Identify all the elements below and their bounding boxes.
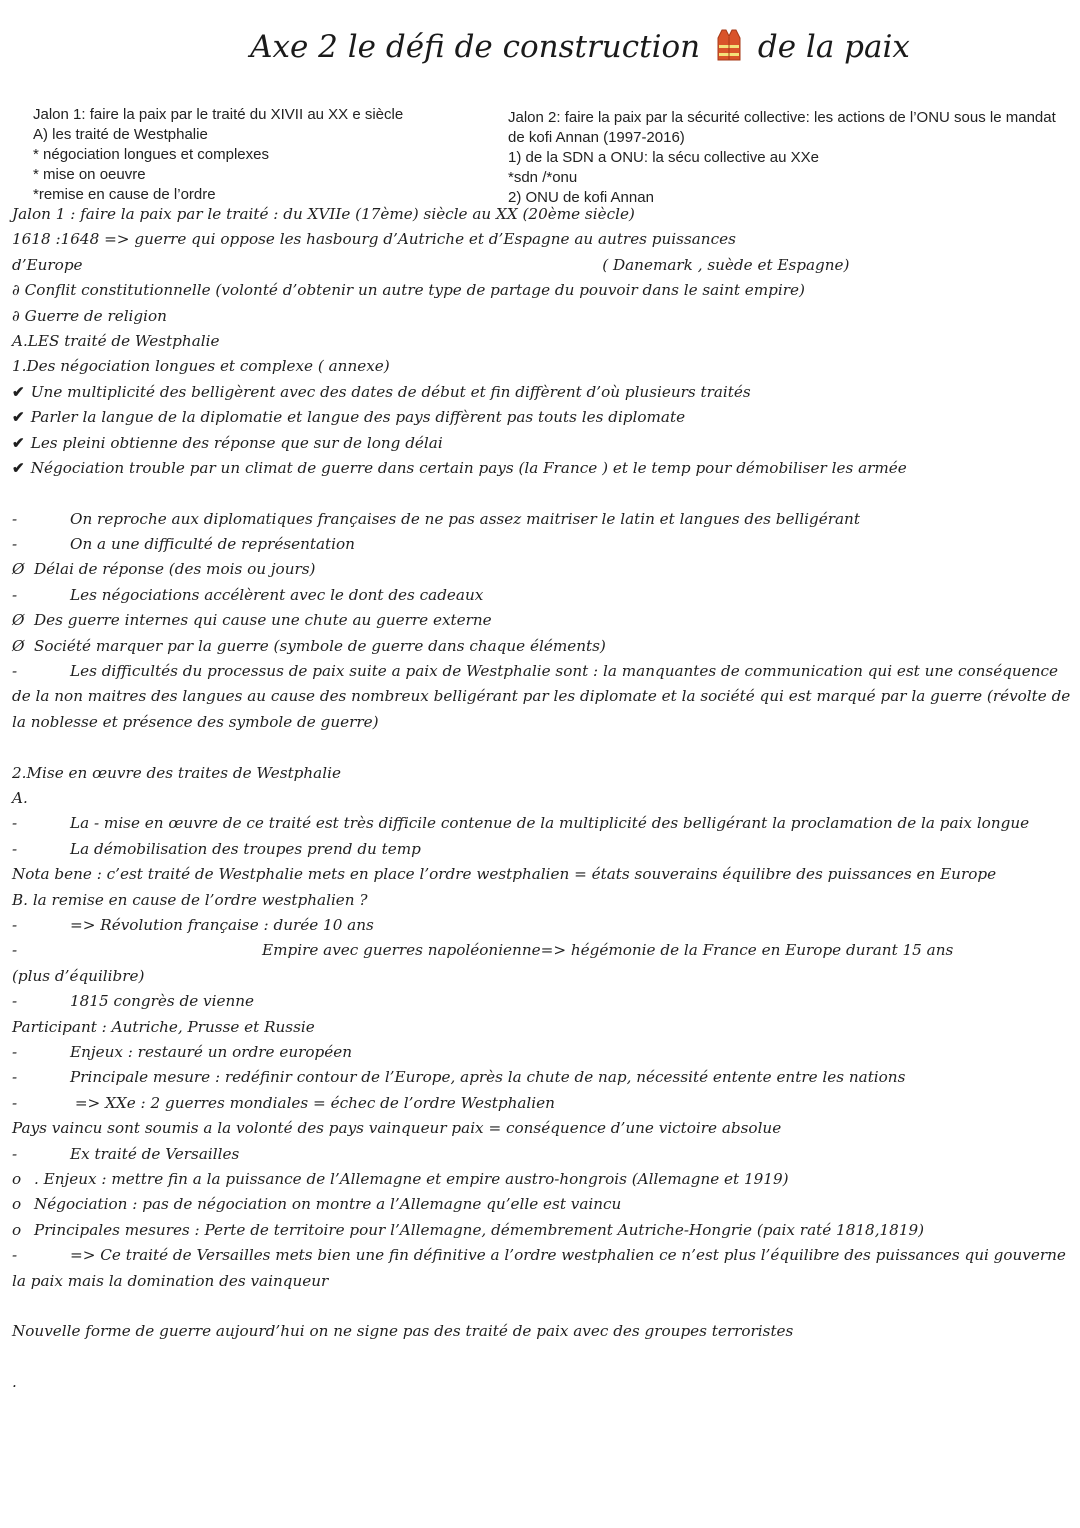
empty-set-marker: Ø: [12, 560, 25, 579]
dash-marker: -: [12, 814, 18, 833]
note-text: On a une difficulté de représentation: [70, 535, 355, 554]
jalon1-line: *remise en cause de l’ordre: [33, 186, 216, 203]
note-line: 2.Mise en œuvre des traites de Westphalie: [12, 763, 341, 782]
dash-marker: -: [12, 1144, 18, 1163]
note-line: Participant : Autriche, Prusse et Russie: [12, 1017, 315, 1036]
note-paragraph: [12, 659, 1074, 735]
note-text: . Enjeux : mettre fin a la puissance de l’Allemagne et empire austro-hongrois (Allemagne et 1919): [34, 1169, 789, 1188]
note-text: => XXe : 2 guerres mondiales = échec de l’ordre Westphalien: [70, 1093, 555, 1112]
note-text: Principales mesures : Perte de territoire pour l’Allemagne, démembrement Autriche-Hongrie (paix raté 1818,1819): [34, 1220, 925, 1239]
note-line: [12, 1218, 1074, 1243]
note-text: d’Europe: [12, 255, 83, 274]
note-line: B. la remise en cause de l’ordre westphalien ?: [12, 890, 368, 909]
note-line: [12, 989, 1074, 1014]
checkmark-icon: ✔: [12, 408, 25, 427]
dash-marker: -: [12, 585, 18, 604]
note-text: ( Danemark , suède et Espagne): [602, 255, 850, 274]
note-text: 1815 congrès de vienne: [70, 992, 255, 1011]
note-text: Enjeux : restauré un ordre européen: [70, 1042, 352, 1061]
checkmark-icon: ✔: [12, 382, 25, 401]
circle-marker: o: [12, 1169, 22, 1188]
jalon1-summary: [33, 105, 403, 205]
note-line: (plus d’équilibre): [12, 966, 145, 985]
dash-marker: -: [12, 1093, 18, 1112]
jalon2-line: Jalon 2: faire la paix par la sécurité collective: les actions de l’ONU sous le mandat de kofi Annan (1997-2016): [508, 109, 1056, 146]
note-line: 1618 :1648 => guerre qui oppose les hasbourg d’Autriche et d’Espagne au autres puissances: [12, 230, 736, 249]
dash-marker: -: [12, 916, 18, 935]
circle-marker: o: [12, 1195, 22, 1214]
dash-marker: -: [12, 1042, 18, 1061]
note-paragraph: [12, 811, 1074, 836]
note-text: Délai de réponse (des mois ou jours): [34, 560, 316, 579]
jalon1-line: * négociation longues et complexes: [33, 146, 269, 163]
note-text: La démobilisation des troupes prend du temp: [70, 839, 421, 858]
note-line: ∂ Conflit constitutionnelle (volonté d’obtenir un autre type de partage du pouvoir dans le saint empire): [12, 281, 805, 300]
note-line: Nouvelle forme de guerre aujourd’hui on ne signe pas des traité de paix avec des groupes terroristes: [12, 1322, 794, 1341]
note-text: Négociation trouble par un climat de guerre dans certain pays (la France ) et le temp pour démobiliser les armée: [30, 458, 907, 477]
note-line: [12, 431, 1074, 456]
note-line: [12, 1142, 1074, 1167]
note-line: [12, 938, 1074, 963]
note-line: [12, 608, 1074, 633]
jalon1-line: A) les traité de Westphalie: [33, 126, 208, 143]
empty-set-marker: Ø: [12, 636, 25, 655]
note-line: [12, 1040, 1074, 1065]
dash-marker: -: [12, 1068, 18, 1087]
title-text-before: Axe 2 le défi de construction: [250, 29, 701, 65]
dash-marker: -: [12, 662, 18, 681]
dash-marker: -: [12, 535, 18, 554]
circle-marker: o: [12, 1220, 22, 1239]
note-line: [12, 913, 1074, 938]
note-line: [12, 1065, 1074, 1090]
safety-vest-icon: [716, 28, 742, 62]
note-line: [12, 1192, 1074, 1217]
jalon2-line: *sdn /*onu: [508, 169, 578, 186]
note-line: [12, 253, 1074, 278]
checkmark-icon: ✔: [12, 433, 25, 452]
dash-marker: -: [12, 509, 18, 528]
note-text: Les difficultés du processus de paix suite a paix de Westphalie sont : la manquantes de communication qui est une conséquence de la non maitres des langues au cause des nombreux belligérant par les diplomate et la société qui est marqué par la guerre (révolte de la noblesse et présence des symbole de guerre): [12, 662, 1071, 731]
note-text: Société marquer par la guerre (symbole de guerre dans chaque éléments): [34, 636, 606, 655]
note-line: A.LES traité de Westphalie: [12, 331, 220, 350]
note-text: Empire avec guerres napoléonienne=> hégémonie de la France en Europe durant 15 ans: [262, 941, 954, 960]
note-text: La - mise en œuvre de ce traité est très difficile contenue de la multiplicité des belligérant la proclamation de la paix longue: [70, 814, 1030, 833]
note-text: Les négociations accélèrent avec le dont des cadeaux: [70, 585, 484, 604]
dash-marker: -: [12, 1246, 18, 1265]
note-text: => Ce traité de Versailles mets bien une fin définitive a l’ordre westphalien ce n’est plus l’équilibre des puissances qui gouverne la paix mais la domination des vainqueur: [12, 1246, 1066, 1290]
empty-set-marker: Ø: [12, 611, 25, 630]
dash-marker: -: [12, 839, 18, 858]
note-text: Principale mesure : redéfinir contour de l’Europe, après la chute de nap, nécessité entente entre les nations: [70, 1068, 906, 1087]
note-line: [12, 1091, 1074, 1116]
note-line: .: [12, 1373, 17, 1392]
jalon2-line: 1) de la SDN a ONU: la sécu collective au XXe: [508, 149, 819, 166]
note-line: ∂ Guerre de religion: [12, 306, 167, 325]
jalon1-line: * mise on oeuvre: [33, 166, 146, 183]
jalon2-summary: [508, 108, 1074, 208]
note-line: [12, 405, 1074, 430]
note-line: [12, 837, 1074, 862]
note-text: Négociation : pas de négociation on montre a l’Allemagne qu’elle est vaincu: [34, 1195, 622, 1214]
note-line: [12, 1167, 1074, 1192]
dash-marker: -: [12, 992, 18, 1011]
note-text: Les pleini obtienne des réponse que sur de long délai: [30, 433, 443, 452]
title-text-after: de la paix: [757, 29, 910, 65]
note-line: [12, 507, 1074, 532]
note-line: Pays vaincu sont soumis a la volonté des pays vainqueur paix = conséquence d’une victoire absolue: [12, 1119, 782, 1138]
note-text: => Révolution française : durée 10 ans: [70, 916, 374, 935]
note-paragraph: Nota bene : c’est traité de Westphalie mets en place l’ordre westphalien = états souverains équilibre des puissances en Europe: [12, 865, 997, 884]
note-text: On reproche aux diplomatiques françaises de ne pas assez maitriser le latin et langues des belligérant: [70, 509, 860, 528]
note-paragraph: [12, 1243, 1074, 1294]
note-line: [12, 380, 1074, 405]
note-text: Ex traité de Versailles: [70, 1144, 240, 1163]
jalon2-line: 2) ONU de kofi Annan: [508, 189, 654, 206]
note-text: Des guerre internes qui cause une chute au guerre externe: [34, 611, 492, 630]
note-line: A.: [12, 789, 28, 808]
note-text: Parler la langue de la diplomatie et langue des pays diffèrent pas touts les diplomate: [30, 408, 686, 427]
jalon1-line: Jalon 1: faire la paix par le traité du XIVII au XX e siècle: [33, 106, 404, 123]
note-line: [12, 557, 1074, 582]
note-line: [12, 456, 1074, 481]
note-line: 1.Des négociation longues et complexe ( annexe): [12, 357, 390, 376]
note-line: [12, 583, 1074, 608]
note-line: Jalon 1 : faire la paix par le traité : du XVIIe (17ème) siècle au XX (20ème siècle): [12, 205, 635, 223]
checkmark-icon: ✔: [12, 458, 25, 477]
dash-marker: -: [12, 941, 18, 960]
note-line: [12, 634, 1074, 659]
handwritten-notes: [12, 202, 1074, 1395]
page-title: [0, 28, 1080, 65]
note-text: Une multiplicité des belligèrent avec des dates de début et fin diffèrent d’où plusieurs traités: [30, 382, 751, 401]
note-line: [12, 532, 1074, 557]
